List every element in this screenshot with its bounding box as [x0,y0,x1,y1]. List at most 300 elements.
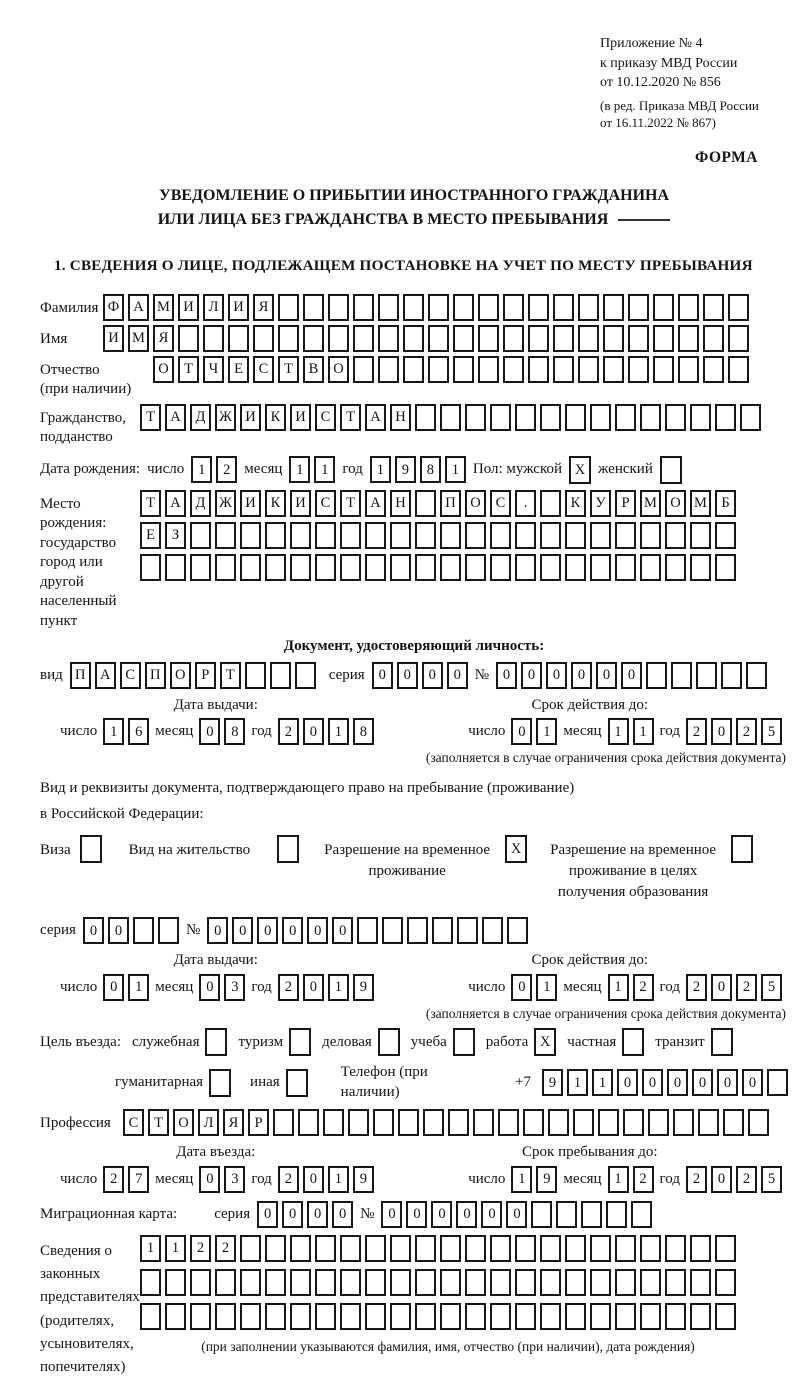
profession-cell[interactable] [723,1109,744,1136]
identity-doc-series-cell[interactable]: 0 [447,662,468,689]
res-expiry-day-cell[interactable]: 0 [511,974,532,1001]
surname-cell[interactable]: И [178,294,199,321]
migration-number-cell[interactable] [581,1201,602,1228]
citizenship-cell[interactable]: И [240,404,261,431]
profession-cell[interactable] [398,1109,419,1136]
res-expiry-year-cell[interactable]: 5 [761,974,782,1001]
profession-cell[interactable] [648,1109,669,1136]
name-cell[interactable] [353,325,374,352]
official-checkbox[interactable] [205,1028,227,1056]
representative-cell[interactable] [490,1235,511,1262]
representative-cell[interactable] [240,1269,261,1296]
patronymic-cell[interactable] [703,356,724,383]
patronymic-cell[interactable] [553,356,574,383]
phone-cell[interactable] [767,1069,788,1096]
representative-cell[interactable] [365,1269,386,1296]
patronymic-cell[interactable] [428,356,449,383]
residence-number-cell[interactable] [407,917,428,944]
issue-year-cell[interactable]: 1 [328,718,349,745]
representative-cell[interactable] [140,1269,161,1296]
citizenship-cell[interactable]: К [265,404,286,431]
migration-series-cell[interactable]: 0 [307,1201,328,1228]
name-cell[interactable] [453,325,474,352]
name-cell[interactable] [403,325,424,352]
name-cell[interactable] [703,325,724,352]
representative-cell[interactable] [615,1235,636,1262]
citizenship-cell[interactable] [740,404,761,431]
representative-cell[interactable] [690,1269,711,1296]
patronymic-cell[interactable]: Т [278,356,299,383]
representative-cell[interactable] [265,1269,286,1296]
res-expiry-year-cell[interactable]: 2 [686,974,707,1001]
surname-cell[interactable]: Л [203,294,224,321]
res-issue-year-cell[interactable]: 1 [328,974,349,1001]
birth-year-cell[interactable]: 1 [370,456,391,483]
citizenship-cell[interactable] [665,404,686,431]
representative-cell[interactable] [540,1269,561,1296]
res-issue-year-cell[interactable]: 0 [303,974,324,1001]
res-expiry-month-cell[interactable]: 1 [608,974,629,1001]
residence-series-cell[interactable] [133,917,154,944]
issue-month-cell[interactable]: 0 [199,718,220,745]
surname-cell[interactable] [453,294,474,321]
surname-cell[interactable]: А [128,294,149,321]
surname-cell[interactable]: М [153,294,174,321]
surname-cell[interactable] [653,294,674,321]
migration-series-cell[interactable]: 0 [332,1201,353,1228]
patronymic-cell[interactable]: О [153,356,174,383]
identity-doc-number-cell[interactable] [721,662,742,689]
identity-doc-type-cell[interactable] [245,662,266,689]
phone-cell[interactable]: 9 [542,1069,563,1096]
tourism-checkbox[interactable] [289,1028,311,1056]
birth-place-cell[interactable]: П [440,490,461,517]
identity-doc-series-cell[interactable]: 0 [372,662,393,689]
gender-female-box[interactable] [660,456,682,484]
representative-cell[interactable] [290,1235,311,1262]
identity-doc-number-cell[interactable] [646,662,667,689]
migration-number-cell[interactable]: 0 [456,1201,477,1228]
entry-day-cell[interactable]: 2 [103,1166,124,1193]
stay-until-year-cell[interactable]: 2 [686,1166,707,1193]
birth-place-cell[interactable] [415,490,436,517]
work-checkbox[interactable]: X [534,1028,556,1056]
res-issue-day-cell[interactable]: 0 [103,974,124,1001]
representative-cell[interactable] [590,1269,611,1296]
identity-doc-type-cell[interactable]: Т [220,662,241,689]
visa-checkbox[interactable] [80,835,102,863]
birth-place-cell[interactable] [615,554,636,581]
citizenship-cell[interactable]: Т [140,404,161,431]
birth-place-cell[interactable] [390,522,411,549]
birth-place-cell[interactable]: А [365,490,386,517]
representative-cell[interactable] [490,1303,511,1330]
res-issue-day-cell[interactable]: 1 [128,974,149,1001]
expiry-day-cell[interactable]: 0 [511,718,532,745]
patronymic-cell[interactable] [578,356,599,383]
identity-doc-type-cell[interactable] [295,662,316,689]
private-checkbox[interactable] [622,1028,644,1056]
migration-number-cell[interactable]: 0 [406,1201,427,1228]
entry-day-cell[interactable]: 7 [128,1166,149,1193]
residence-series-cell[interactable] [158,917,179,944]
surname-cell[interactable]: Ф [103,294,124,321]
surname-cell[interactable] [603,294,624,321]
residence-series-cell[interactable]: 0 [83,917,104,944]
surname-cell[interactable] [628,294,649,321]
residence-number-cell[interactable]: 0 [282,917,303,944]
representative-cell[interactable] [515,1269,536,1296]
issue-day-cell[interactable]: 6 [128,718,149,745]
representative-cell[interactable]: 2 [190,1235,211,1262]
surname-cell[interactable] [303,294,324,321]
entry-year-cell[interactable]: 9 [353,1166,374,1193]
res-expiry-year-cell[interactable]: 0 [711,974,732,1001]
name-cell[interactable] [328,325,349,352]
representative-cell[interactable] [640,1235,661,1262]
citizenship-cell[interactable]: И [290,404,311,431]
name-cell[interactable] [553,325,574,352]
identity-doc-series-cell[interactable]: 0 [422,662,443,689]
profession-cell[interactable]: Т [148,1109,169,1136]
profession-cell[interactable] [423,1109,444,1136]
study-checkbox[interactable] [453,1028,475,1056]
identity-doc-type-cell[interactable]: П [145,662,166,689]
birth-place-cell[interactable] [265,554,286,581]
representative-cell[interactable] [715,1235,736,1262]
representative-cell[interactable] [540,1235,561,1262]
phone-cell[interactable]: 0 [717,1069,738,1096]
birth-place-cell[interactable]: Д [190,490,211,517]
migration-number-cell[interactable] [531,1201,552,1228]
birth-place-cell[interactable] [640,522,661,549]
expiry-day-cell[interactable]: 1 [536,718,557,745]
expiry-month-cell[interactable]: 1 [608,718,629,745]
profession-cell[interactable]: Л [198,1109,219,1136]
residence-number-cell[interactable] [507,917,528,944]
name-cell[interactable] [253,325,274,352]
residence-number-cell[interactable] [432,917,453,944]
birth-place-cell[interactable] [490,522,511,549]
birth-place-cell[interactable] [140,554,161,581]
name-cell[interactable] [228,325,249,352]
transit-checkbox[interactable] [711,1028,733,1056]
migration-number-cell[interactable] [606,1201,627,1228]
temp-residence-checkbox[interactable]: X [505,835,527,863]
identity-doc-number-cell[interactable]: 0 [596,662,617,689]
name-cell[interactable] [603,325,624,352]
migration-number-cell[interactable]: 0 [381,1201,402,1228]
patronymic-cell[interactable] [603,356,624,383]
birth-place-cell[interactable]: Т [340,490,361,517]
profession-cell[interactable] [623,1109,644,1136]
res-expiry-month-cell[interactable]: 2 [633,974,654,1001]
representative-cell[interactable] [390,1303,411,1330]
birth-place-cell[interactable] [390,554,411,581]
residence-permit-checkbox[interactable] [277,835,299,863]
phone-cell[interactable]: 0 [642,1069,663,1096]
representative-cell[interactable] [665,1303,686,1330]
representative-cell[interactable] [440,1303,461,1330]
surname-cell[interactable]: Я [253,294,274,321]
migration-number-cell[interactable] [556,1201,577,1228]
birth-place-cell[interactable] [590,522,611,549]
birth-place-cell[interactable]: Е [140,522,161,549]
birth-place-cell[interactable] [515,522,536,549]
name-cell[interactable] [528,325,549,352]
name-cell[interactable] [503,325,524,352]
identity-doc-number-cell[interactable] [746,662,767,689]
migration-number-cell[interactable] [631,1201,652,1228]
birth-place-cell[interactable]: . [515,490,536,517]
representative-cell[interactable] [140,1303,161,1330]
name-cell[interactable]: М [128,325,149,352]
birth-place-cell[interactable]: С [315,490,336,517]
issue-year-cell[interactable]: 2 [278,718,299,745]
representative-cell[interactable] [415,1235,436,1262]
profession-cell[interactable] [273,1109,294,1136]
representative-cell[interactable] [565,1303,586,1330]
representative-cell[interactable] [415,1269,436,1296]
name-cell[interactable] [428,325,449,352]
birth-place-cell[interactable] [465,522,486,549]
representative-cell[interactable] [440,1235,461,1262]
citizenship-cell[interactable] [540,404,561,431]
birth-place-cell[interactable]: Т [140,490,161,517]
res-expiry-day-cell[interactable]: 1 [536,974,557,1001]
surname-cell[interactable] [428,294,449,321]
gender-male-box[interactable]: X [569,456,591,484]
identity-doc-number-cell[interactable] [671,662,692,689]
surname-cell[interactable] [378,294,399,321]
citizenship-cell[interactable] [690,404,711,431]
phone-cell[interactable]: 1 [592,1069,613,1096]
birth-place-cell[interactable] [265,522,286,549]
patronymic-cell[interactable]: О [328,356,349,383]
stay-until-month-cell[interactable]: 2 [633,1166,654,1193]
birth-place-cell[interactable] [315,522,336,549]
res-issue-year-cell[interactable]: 2 [278,974,299,1001]
birth-place-cell[interactable] [440,522,461,549]
citizenship-cell[interactable] [715,404,736,431]
residence-number-cell[interactable]: 0 [257,917,278,944]
birth-place-cell[interactable]: М [640,490,661,517]
expiry-year-cell[interactable]: 2 [736,718,757,745]
representative-cell[interactable] [315,1235,336,1262]
birth-place-cell[interactable] [340,522,361,549]
representative-cell[interactable] [590,1303,611,1330]
representative-cell[interactable] [340,1303,361,1330]
stay-until-year-cell[interactable]: 0 [711,1166,732,1193]
profession-cell[interactable] [373,1109,394,1136]
profession-cell[interactable] [573,1109,594,1136]
birth-place-cell[interactable]: У [590,490,611,517]
patronymic-cell[interactable] [628,356,649,383]
name-cell[interactable] [678,325,699,352]
profession-cell[interactable]: Р [248,1109,269,1136]
stay-until-day-cell[interactable]: 9 [536,1166,557,1193]
patronymic-cell[interactable]: Т [178,356,199,383]
identity-doc-type-cell[interactable]: А [95,662,116,689]
citizenship-cell[interactable]: Д [190,404,211,431]
residence-number-cell[interactable] [482,917,503,944]
residence-number-cell[interactable] [357,917,378,944]
stay-until-day-cell[interactable]: 1 [511,1166,532,1193]
patronymic-cell[interactable]: Ч [203,356,224,383]
representative-cell[interactable] [340,1235,361,1262]
citizenship-cell[interactable] [465,404,486,431]
migration-number-cell[interactable]: 0 [431,1201,452,1228]
representative-cell[interactable] [340,1269,361,1296]
identity-doc-type-cell[interactable] [270,662,291,689]
birth-place-cell[interactable] [215,522,236,549]
citizenship-cell[interactable] [415,404,436,431]
surname-cell[interactable] [703,294,724,321]
representative-cell[interactable] [165,1303,186,1330]
representative-cell[interactable] [390,1235,411,1262]
phone-cell[interactable]: 0 [617,1069,638,1096]
birth-place-cell[interactable] [215,554,236,581]
identity-doc-number-cell[interactable]: 0 [496,662,517,689]
phone-cell[interactable]: 0 [667,1069,688,1096]
name-cell[interactable] [378,325,399,352]
citizenship-cell[interactable]: Т [340,404,361,431]
representative-cell[interactable] [415,1303,436,1330]
patronymic-cell[interactable] [653,356,674,383]
representative-cell[interactable] [290,1269,311,1296]
birth-place-cell[interactable]: К [265,490,286,517]
representative-cell[interactable] [465,1303,486,1330]
business-checkbox[interactable] [378,1028,400,1056]
representative-cell[interactable] [165,1269,186,1296]
birth-place-cell[interactable]: З [165,522,186,549]
patronymic-cell[interactable] [378,356,399,383]
representative-cell[interactable] [690,1235,711,1262]
birth-place-cell[interactable] [565,554,586,581]
residence-number-cell[interactable] [457,917,478,944]
name-cell[interactable]: И [103,325,124,352]
entry-year-cell[interactable]: 1 [328,1166,349,1193]
representative-cell[interactable] [315,1303,336,1330]
representative-cell[interactable]: 1 [140,1235,161,1262]
representative-cell[interactable] [215,1303,236,1330]
representative-cell[interactable] [240,1235,261,1262]
profession-cell[interactable] [548,1109,569,1136]
citizenship-cell[interactable] [515,404,536,431]
birth-place-cell[interactable] [665,554,686,581]
birth-place-cell[interactable]: О [465,490,486,517]
birth-place-cell[interactable]: Н [390,490,411,517]
birth-place-cell[interactable] [690,522,711,549]
birth-place-cell[interactable] [315,554,336,581]
profession-cell[interactable] [448,1109,469,1136]
birth-place-cell[interactable] [590,554,611,581]
birth-place-cell[interactable] [540,554,561,581]
surname-cell[interactable]: И [228,294,249,321]
birth-place-cell[interactable] [190,554,211,581]
patronymic-cell[interactable]: Е [228,356,249,383]
name-cell[interactable] [303,325,324,352]
migration-series-cell[interactable]: 0 [257,1201,278,1228]
stay-until-year-cell[interactable]: 5 [761,1166,782,1193]
name-cell[interactable] [278,325,299,352]
migration-number-cell[interactable]: 0 [506,1201,527,1228]
migration-number-cell[interactable]: 0 [481,1201,502,1228]
citizenship-cell[interactable]: Ж [215,404,236,431]
representative-cell[interactable] [515,1303,536,1330]
issue-month-cell[interactable]: 8 [224,718,245,745]
res-expiry-year-cell[interactable]: 2 [736,974,757,1001]
name-cell[interactable]: Я [153,325,174,352]
residence-number-cell[interactable]: 0 [207,917,228,944]
patronymic-cell[interactable] [453,356,474,383]
representative-cell[interactable] [465,1269,486,1296]
identity-doc-type-cell[interactable]: Р [195,662,216,689]
representative-cell[interactable] [615,1269,636,1296]
profession-cell[interactable] [473,1109,494,1136]
patronymic-cell[interactable] [353,356,374,383]
profession-cell[interactable] [698,1109,719,1136]
birth-place-cell[interactable]: И [240,490,261,517]
representative-cell[interactable]: 2 [215,1235,236,1262]
birth-place-cell[interactable]: Б [715,490,736,517]
temp-residence-education-checkbox[interactable] [731,835,753,863]
birth-month-cell[interactable]: 1 [289,456,310,483]
birth-place-cell[interactable] [415,554,436,581]
identity-doc-number-cell[interactable]: 0 [521,662,542,689]
representative-cell[interactable] [715,1303,736,1330]
citizenship-cell[interactable] [640,404,661,431]
expiry-year-cell[interactable]: 0 [711,718,732,745]
identity-doc-number-cell[interactable]: 0 [546,662,567,689]
representative-cell[interactable] [490,1269,511,1296]
birth-place-cell[interactable] [440,554,461,581]
birth-place-cell[interactable] [365,554,386,581]
stay-until-month-cell[interactable]: 1 [608,1166,629,1193]
representative-cell[interactable] [265,1235,286,1262]
birth-place-cell[interactable] [515,554,536,581]
entry-month-cell[interactable]: 3 [224,1166,245,1193]
representative-cell[interactable] [565,1269,586,1296]
identity-doc-number-cell[interactable]: 0 [621,662,642,689]
representative-cell[interactable] [465,1235,486,1262]
surname-cell[interactable] [678,294,699,321]
representative-cell[interactable] [365,1235,386,1262]
representative-cell[interactable] [190,1269,211,1296]
profession-cell[interactable] [673,1109,694,1136]
birth-place-cell[interactable]: А [165,490,186,517]
surname-cell[interactable] [403,294,424,321]
name-cell[interactable] [628,325,649,352]
issue-year-cell[interactable]: 8 [353,718,374,745]
identity-doc-type-cell[interactable]: П [70,662,91,689]
representative-cell[interactable] [190,1303,211,1330]
birth-place-cell[interactable]: М [690,490,711,517]
patronymic-cell[interactable] [503,356,524,383]
profession-cell[interactable] [323,1109,344,1136]
citizenship-cell[interactable] [565,404,586,431]
representative-cell[interactable] [690,1303,711,1330]
citizenship-cell[interactable]: А [365,404,386,431]
patronymic-cell[interactable] [728,356,749,383]
name-cell[interactable] [653,325,674,352]
citizenship-cell[interactable] [440,404,461,431]
birth-place-cell[interactable] [565,522,586,549]
patronymic-cell[interactable] [528,356,549,383]
profession-cell[interactable]: С [123,1109,144,1136]
name-cell[interactable] [203,325,224,352]
entry-year-cell[interactable]: 0 [303,1166,324,1193]
